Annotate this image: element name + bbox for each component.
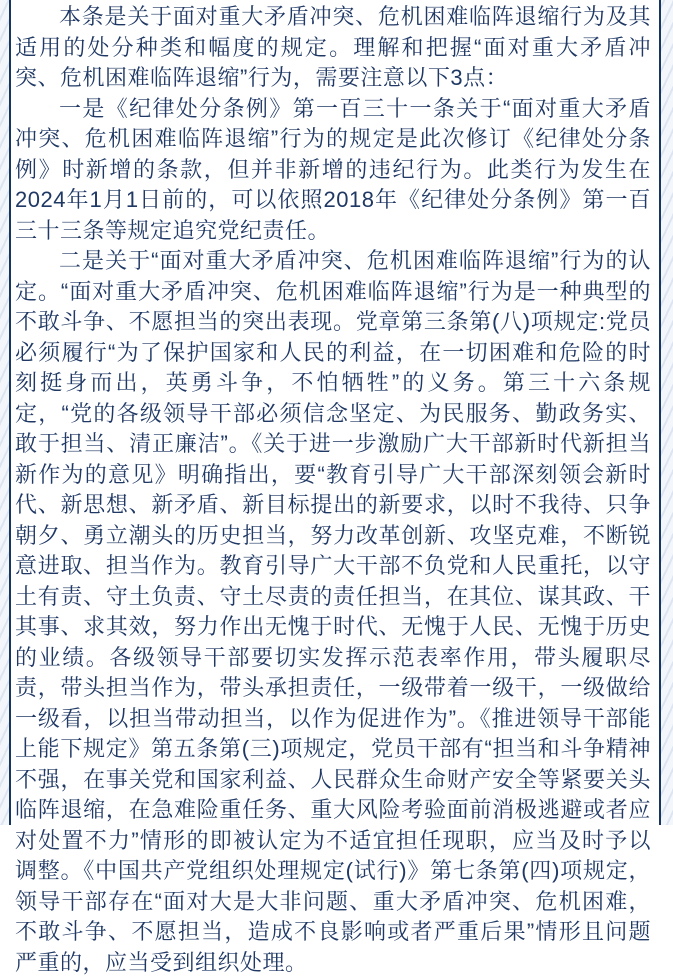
- paragraph-point-two: 二是关于“面对重大矛盾冲突、危机困难临阵退缩”行为的认定。“面对重大矛盾冲突、危机困难临阵退缩”行为是一种典型的不敢斗争、不愿担当的突出表现。党章第三条第(八)项规定:党员必须履行“为了保护国家和人民的利益，在一切困难和危险的时刻挺身而出，英勇斗争，不怕牺牲”的义务。第三十六条规定，“党的各级领导干部必须信念坚定、为民服务、勤政务实、敢于担当、清正廉洁”。《关于进一步激励广大干部新时代新担当新作为的意见》明确指出，要“教育引导广大干部深刻领会新时代、新思想、新矛盾、新目标提出的新要求，以时不我待、只争朝夕、勇立潮头的历史担当，努力改革创新、攻坚克难，不断锐意进取、担当作为。教育引导广大干部不负党和人民重托，以守土有责、守土负责、守土尽责的责任担当，在其位、谋其政、干其事、求其效，努力作出无愧于时代、无愧于人民、无愧于历史的业绩。各级领导干部要切实发挥示范表率作用，带头履职尽责，带头担当作为，带头承担责任，一级带着一级干，一级做给一级看，以担当带动担当，以作为促进作为”。《推进领导干部能上能下规定》第五条第(三)项规定，党员干部有“担当和斗争精神不强，在事关党和国家利益、人民群众生命财产安全等紧要关头临阵退缩，在急难险重任务、重大风险考验面前消极逃避或者应对处置不力”情形的即被认定为不适宜担任现职，应当及时予以调整。《中国共产党组织处理规定(试行)》第七条第(四)项规定，领导干部存在“面对大是大非问题、重大矛盾冲突、危机困难，不敢斗争、不愿担当，造成不良影响或者严重后果”情形且问题严重的，应当受到组织处理。: [15, 248, 651, 975]
- paragraph-point-one: 一是《纪律处分条例》第一百三十一条关于“面对重大矛盾冲突、危机困难临阵退缩”行为的规定是此次修订《纪律处分条例》时新增的条款，但并非新增的违纪行为。此类行为发生在2024年1月1日前的，可以依照2018年《纪律处分条例》第一百三十三条等规定追究党纪责任。: [15, 95, 651, 243]
- paragraph-intro: 本条是关于面对重大矛盾冲突、危机困难临阵退缩行为及其适用的处分种类和幅度的规定。理解和把握“面对重大矛盾冲突、危机困难临阵退缩”行为，需要注意以下3点：: [15, 4, 651, 90]
- document-page: [9, 0, 661, 975]
